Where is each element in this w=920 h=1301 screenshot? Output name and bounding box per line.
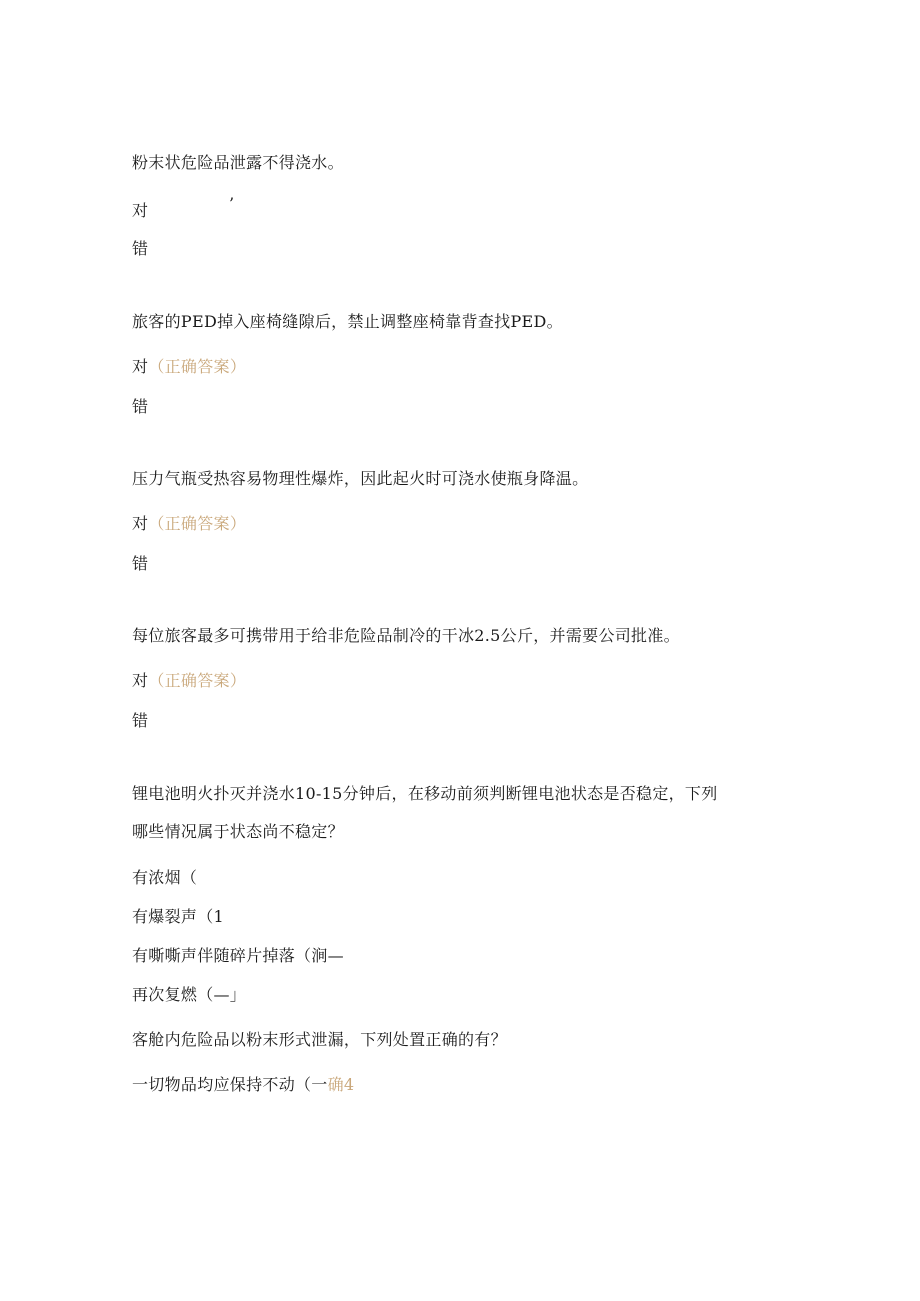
option-false: 错	[132, 711, 149, 730]
option-true: 对（正确答案）	[132, 357, 247, 376]
correct-answer-tag: （正确答案）	[148, 357, 247, 376]
question-text: 粉末状危险品泄露不得浇水。	[132, 153, 344, 172]
option-2: 有爆裂声（1	[132, 907, 224, 926]
option-false: 错	[132, 554, 149, 573]
question-text-line-1: 锂电池明火扑灭并浇水10-15分钟后，在移动前须判断锂电池状态是否稳定，下列	[132, 784, 718, 803]
option-1: 有浓烟（	[132, 868, 198, 887]
question-text-line-2: 哪些情况属于状态尚不稳定？	[132, 822, 344, 841]
option-1: 一切物品均应保持不动（一确4	[132, 1075, 355, 1094]
question-text: 客舱内危险品以粉末形式泄漏，下列处置正确的有？	[132, 1030, 507, 1049]
option-false: 错	[132, 239, 149, 258]
question-text: 每位旅客最多可携带用于给非危险品制冷的干冰2.5公斤，并需要公司批准。	[132, 626, 680, 645]
option-true: 对（正确答案）	[132, 671, 247, 690]
correct-answer-tag: （正确答案）	[148, 514, 247, 533]
option-3: 有嘶嘶声伴随碎片掉落（涧—	[132, 946, 344, 965]
option-true: 对（正确答案）	[132, 514, 247, 533]
option-true: 对	[132, 201, 149, 220]
option-false: 错	[132, 397, 149, 416]
question-text: 压力气瓶受热容易物理性爆炸，因此起火时可浇水使瓶身降温。	[132, 469, 589, 488]
question-text: 旅客的PED掉入座椅缝隙后，禁止调整座椅靠背查找PED。	[132, 312, 563, 331]
stray-mark: ’	[229, 194, 235, 213]
option-4: 再次复燃（—」	[132, 985, 247, 1004]
option-1-tag: 确4	[327, 1075, 355, 1094]
correct-answer-tag: （正确答案）	[148, 671, 247, 690]
